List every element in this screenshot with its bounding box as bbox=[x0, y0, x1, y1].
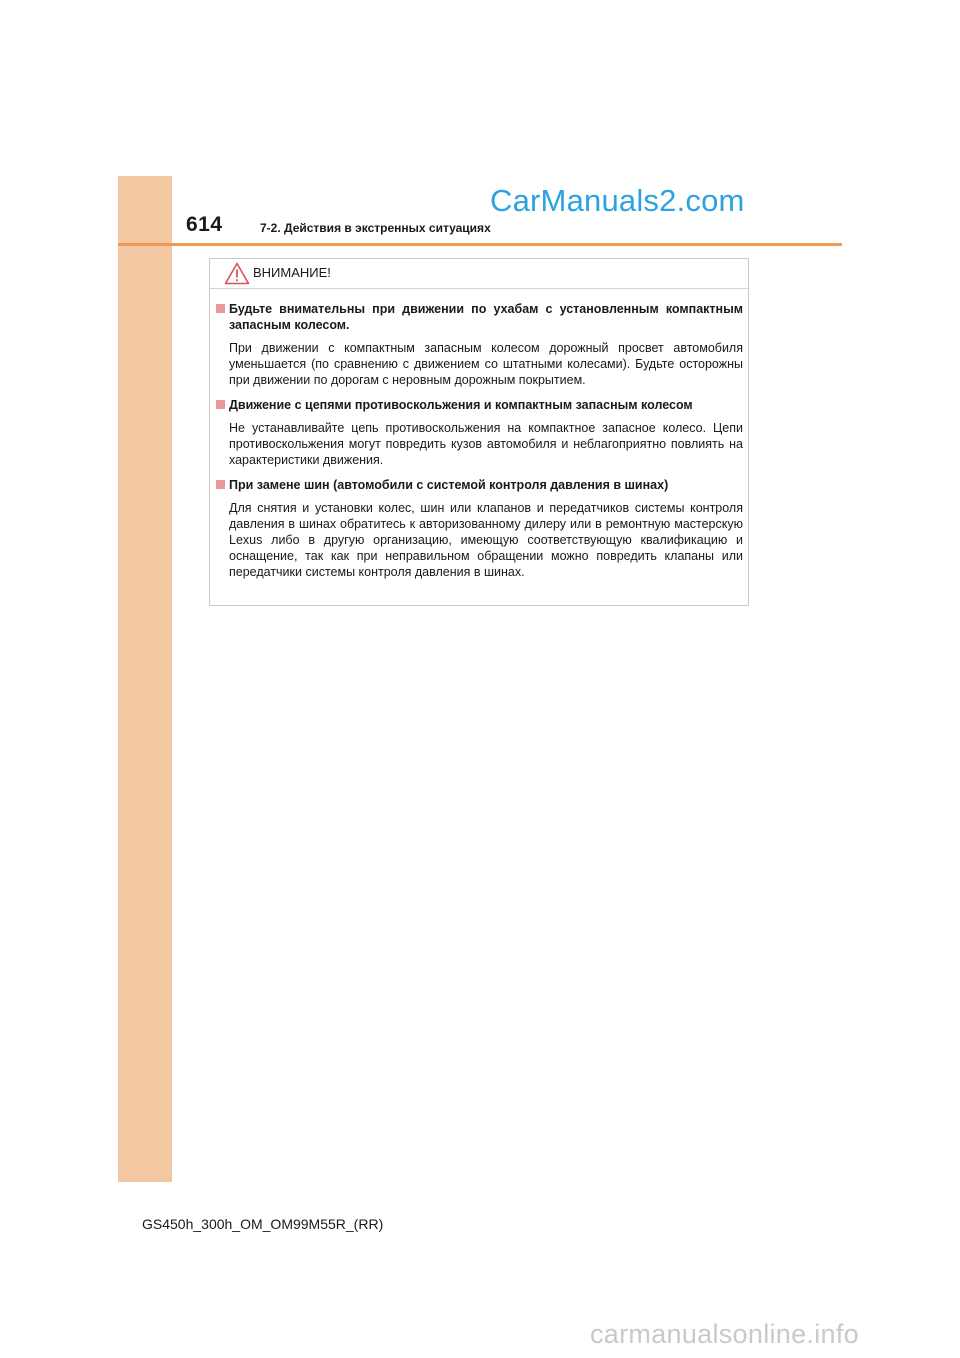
watermark-logo: CarManuals2.com bbox=[490, 183, 745, 218]
header-rule bbox=[118, 243, 842, 246]
square-bullet-icon bbox=[216, 480, 225, 489]
warning-title: ВНИМАНИЕ! bbox=[253, 265, 331, 280]
warning-item bbox=[216, 301, 743, 388]
warning-item-body: Для снятия и установки колес, шин или клапанов и передатчиков системы контроля давления в шинах обратитесь к авторизованному дилеру или в ремонтную мастерскую Lexus либо в другую организацию, имеющую соответствующую квалификацию и оснащение, так как при неправильном обращении можно повредить клапаны или передатчики системы контроля давления в шинах. bbox=[229, 501, 743, 579]
warning-item-heading: При замене шин (автомобили с системой контроля давления в шинах) bbox=[216, 477, 743, 493]
warning-content bbox=[216, 301, 743, 589]
warning-item-body: При движении с компактным запасным колесом дорожный просвет автомобиля уменьшается (по сравнению с движением со штатными колесами). Будьте осторожны при движении по дорогам с неровным дорожным покрытием. bbox=[229, 341, 743, 387]
warning-item bbox=[216, 397, 743, 468]
square-bullet-icon bbox=[216, 304, 225, 313]
section-title: 7-2. Действия в экстренных ситуациях bbox=[260, 221, 491, 235]
warning-item-heading: Будьте внимательны при движении по ухабам с установленным компактным запасным колесом. bbox=[216, 301, 743, 333]
warning-item-body: Не устанавливайте цепь противоскольжения на компактное запасное колесо. Цепи противоскольжения могут повредить кузов автомобиля и неблагоприятно повлиять на характеристики движения. bbox=[229, 421, 743, 467]
square-bullet-icon bbox=[216, 400, 225, 409]
side-color-band bbox=[118, 176, 172, 1182]
warning-header bbox=[210, 259, 748, 289]
page-number: 614 bbox=[186, 213, 223, 236]
warning-item bbox=[216, 477, 743, 580]
document-code: GS450h_300h_OM_OM99M55R_(RR) bbox=[142, 1216, 384, 1232]
bottom-watermark: carmanualsonline.info bbox=[590, 1319, 859, 1349]
warning-triangle-icon bbox=[224, 262, 250, 285]
warning-box bbox=[209, 258, 749, 606]
warning-item-heading: Движение с цепями противоскольжения и компактным запасным колесом bbox=[216, 397, 743, 413]
